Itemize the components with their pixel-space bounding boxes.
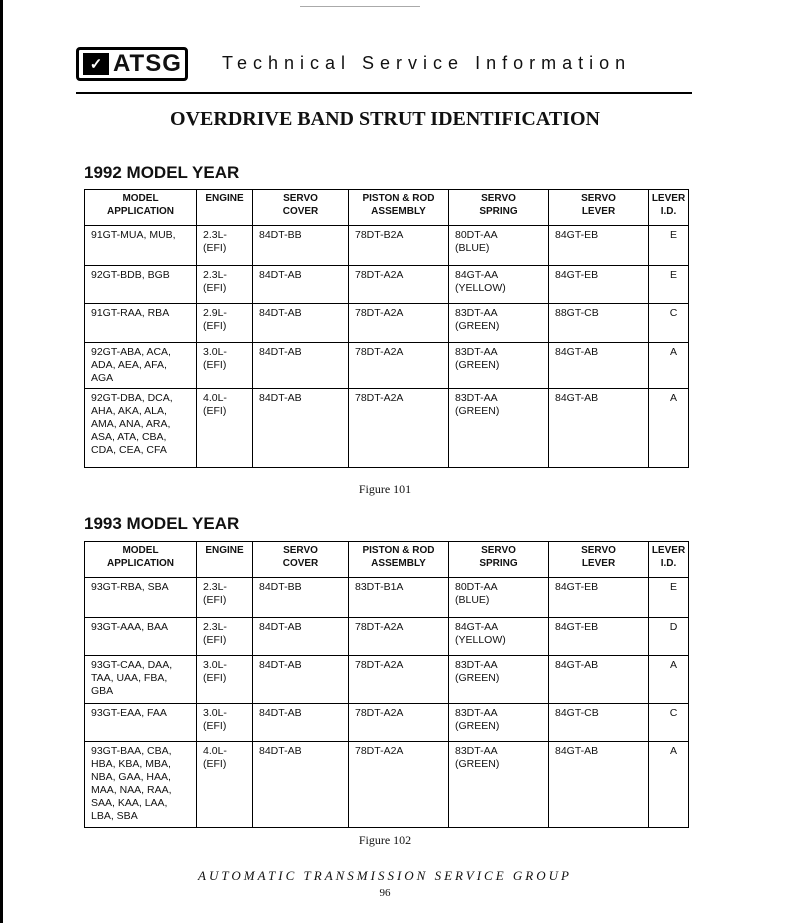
- column-header: PISTON & ROD ASSEMBLY: [349, 542, 449, 578]
- table-cell: 78DT-A2A: [349, 343, 449, 389]
- column-header: MODEL APPLICATION: [85, 190, 197, 226]
- table-cell: 78DT-A2A: [349, 704, 449, 742]
- table-cell: 3.0L-(EFI): [197, 343, 253, 389]
- table-row: [85, 704, 689, 742]
- page-number: 96: [379, 887, 391, 899]
- page-edge-bar: [0, 0, 3, 923]
- table-cell: 78DT-A2A: [349, 304, 449, 343]
- table-cell: 78DT-A2A: [349, 389, 449, 468]
- table-cell: 84GT-AA (YELLOW): [449, 618, 549, 656]
- section-heading-1993: 1993 MODEL YEAR: [84, 514, 240, 533]
- table-cell: 91GT-MUA, MUB,: [85, 226, 197, 266]
- column-header: SERVO SPRING: [449, 542, 549, 578]
- table-cell: 84DT-AB: [253, 742, 349, 828]
- scan-mark: [300, 6, 420, 7]
- header-subtitle: Technical Service Information: [222, 53, 632, 73]
- table-row: [85, 742, 689, 828]
- column-header: PISTON & ROD ASSEMBLY: [349, 190, 449, 226]
- table-row: [85, 343, 689, 389]
- table-cell: 83DT-AA (GREEN): [449, 389, 549, 468]
- table-cell: 92GT-ABA, ACA, ADA, AEA, AFA, AGA: [85, 343, 197, 389]
- table-cell: 84DT-AB: [253, 389, 349, 468]
- table-cell: 88GT-CB: [549, 304, 649, 343]
- page-header: [76, 45, 692, 93]
- atsg-logo: [76, 47, 188, 81]
- figure-caption-102: Figure 102: [358, 833, 412, 847]
- footer-text: AUTOMATIC TRANSMISSION SERVICE GROUP: [198, 868, 572, 883]
- table-cell: 78DT-A2A: [349, 656, 449, 704]
- table-cell: 84DT-AB: [253, 304, 349, 343]
- table-cell: C: [649, 304, 689, 343]
- table-row: [85, 226, 689, 266]
- strut-table-1993: [84, 541, 689, 828]
- table-cell: 78DT-A2A: [349, 618, 449, 656]
- table-cell: 84GT-AB: [549, 343, 649, 389]
- table-cell: 84DT-AB: [253, 266, 349, 304]
- table-cell: 84DT-AB: [253, 704, 349, 742]
- table-cell: A: [649, 656, 689, 704]
- table-cell: 84GT-AB: [549, 389, 649, 468]
- table-cell: C: [649, 704, 689, 742]
- table-cell: 84GT-CB: [549, 704, 649, 742]
- table-cell: 2.3L-(EFI): [197, 226, 253, 266]
- table-cell: A: [649, 343, 689, 389]
- table-cell: 84GT-AB: [549, 742, 649, 828]
- table-cell: 93GT-BAA, CBA, HBA, KBA, MBA, NBA, GAA, HAA, MAA, NAA, RAA, SAA, KAA, LAA, LBA, SBA: [85, 742, 197, 828]
- table-cell: 4.0L-(EFI): [197, 742, 253, 828]
- table-cell: E: [649, 266, 689, 304]
- header-row: [85, 542, 689, 578]
- table-cell: D: [649, 618, 689, 656]
- table-cell: 84DT-BB: [253, 226, 349, 266]
- logo-text: ATSG: [113, 50, 182, 77]
- table-cell: 83DT-AA (GREEN): [449, 656, 549, 704]
- table-cell: 84DT-AB: [253, 656, 349, 704]
- column-header: SERVO COVER: [253, 190, 349, 226]
- table-cell: 84GT-EB: [549, 266, 649, 304]
- column-header: LEVER I.D.: [649, 190, 689, 226]
- table-cell: 83DT-B1A: [349, 578, 449, 618]
- column-header: SERVO LEVER: [549, 190, 649, 226]
- table-cell: 83DT-AA (GREEN): [449, 704, 549, 742]
- table-cell: 84DT-AB: [253, 618, 349, 656]
- column-header: ENGINE: [197, 542, 253, 578]
- table-cell: 84GT-EB: [549, 226, 649, 266]
- header-rule: [76, 92, 692, 94]
- table-cell: 83DT-AA (GREEN): [449, 742, 549, 828]
- table-cell: 84GT-EB: [549, 618, 649, 656]
- column-header: MODEL APPLICATION: [85, 542, 197, 578]
- table-cell: 84GT-AB: [549, 656, 649, 704]
- table-cell: 78DT-A2A: [349, 742, 449, 828]
- table-cell: 83DT-AA (GREEN): [449, 343, 549, 389]
- figure-caption-101: Figure 101: [358, 482, 412, 496]
- column-header: ENGINE: [197, 190, 253, 226]
- table-cell: A: [649, 742, 689, 828]
- table-cell: 93GT-AAA, BAA: [85, 618, 197, 656]
- column-header: SERVO LEVER: [549, 542, 649, 578]
- table-cell: 2.9L-(EFI): [197, 304, 253, 343]
- strut-table-1992: [84, 189, 689, 468]
- table-cell: 93GT-EAA, FAA: [85, 704, 197, 742]
- table-cell: 3.0L-(EFI): [197, 656, 253, 704]
- table-cell: A: [649, 389, 689, 468]
- table-cell: 2.3L-(EFI): [197, 266, 253, 304]
- section-heading-1992: 1992 MODEL YEAR: [84, 163, 240, 182]
- table-row: [85, 304, 689, 343]
- table-cell: 93GT-RBA, SBA: [85, 578, 197, 618]
- table-cell: 4.0L-(EFI): [197, 389, 253, 468]
- column-header: LEVER I.D.: [649, 542, 689, 578]
- table-cell: 3.0L-(EFI): [197, 704, 253, 742]
- column-header: SERVO COVER: [253, 542, 349, 578]
- table-cell: 2.3L-(EFI): [197, 578, 253, 618]
- table-row: [85, 389, 689, 468]
- table-row: [85, 656, 689, 704]
- table-row: [85, 618, 689, 656]
- table-cell: 2.3L-(EFI): [197, 618, 253, 656]
- table-cell: 84GT-AA (YELLOW): [449, 266, 549, 304]
- table-cell: 78DT-A2A: [349, 266, 449, 304]
- table-cell: 84DT-BB: [253, 578, 349, 618]
- table-cell: E: [649, 226, 689, 266]
- table-cell: 84DT-AB: [253, 343, 349, 389]
- page-title: OVERDRIVE BAND STRUT IDENTIFICATION: [170, 108, 600, 130]
- table-cell: 93GT-CAA, DAA, TAA, UAA, FBA, GBA: [85, 656, 197, 704]
- table-cell: 92GT-DBA, DCA, AHA, AKA, ALA, AMA, ANA, ARA, ASA, ATA, CBA, CDA, CEA, CFA: [85, 389, 197, 468]
- table-row: [85, 266, 689, 304]
- table-cell: 91GT-RAA, RBA: [85, 304, 197, 343]
- header-row: [85, 190, 689, 226]
- table-cell: 80DT-AA (BLUE): [449, 578, 549, 618]
- column-header: SERVO SPRING: [449, 190, 549, 226]
- table-cell: E: [649, 578, 689, 618]
- table-cell: 78DT-B2A: [349, 226, 449, 266]
- table-cell: 80DT-AA (BLUE): [449, 226, 549, 266]
- table-cell: 84GT-EB: [549, 578, 649, 618]
- check-icon: ✓: [83, 53, 109, 75]
- table-cell: 83DT-AA (GREEN): [449, 304, 549, 343]
- table-row: [85, 578, 689, 618]
- table-cell: 92GT-BDB, BGB: [85, 266, 197, 304]
